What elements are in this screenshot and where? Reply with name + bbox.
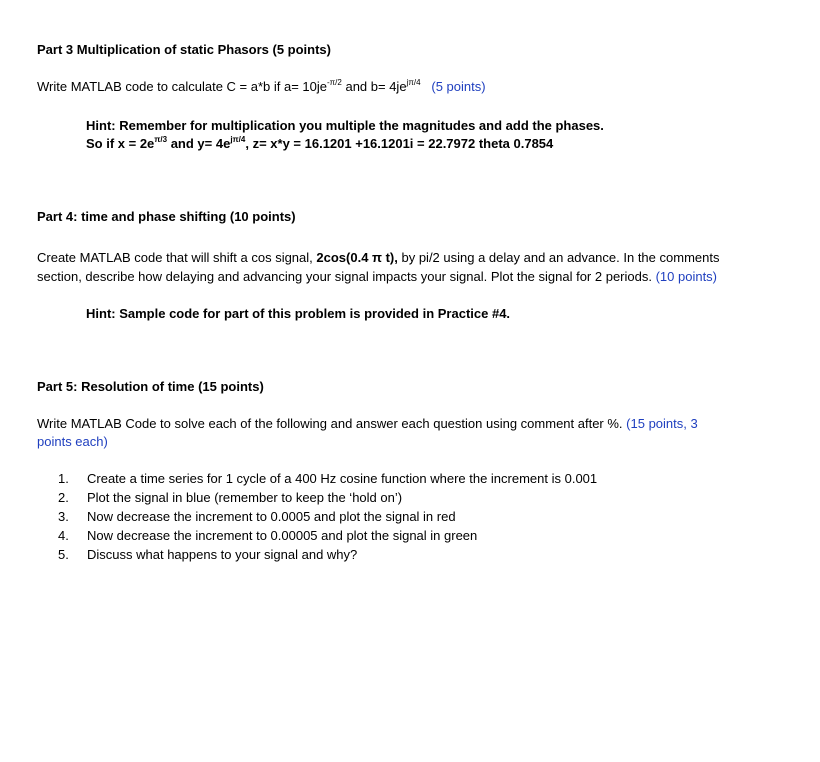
part3-hint-line1: Hint: Remember for multiplication you multiple the magnitudes and add the phases. xyxy=(86,118,604,133)
list-item-number: 1. xyxy=(58,471,69,486)
list-item-text: Create a time series for 1 cycle of a 400 Hz cosine function where the increment is 0.001 xyxy=(87,471,598,486)
b-exponent: jπ/4 xyxy=(406,78,421,87)
list-item xyxy=(58,545,597,564)
y-exponent: jπ/4 xyxy=(230,135,246,144)
list-item-text: Plot the signal in blue (remember to keep the ‘hold on’) xyxy=(87,490,403,505)
x-exponent: π/3 xyxy=(154,135,168,144)
part3-question xyxy=(37,78,486,96)
list-item-number: 2. xyxy=(58,490,69,505)
a-exponent: -π/2 xyxy=(327,78,342,87)
part4-signal: 2cos(0.4 π t), xyxy=(316,250,398,265)
part4-line2 xyxy=(37,268,717,286)
part4-line1 xyxy=(37,249,719,267)
part3-points: (5 points) xyxy=(431,79,486,94)
part5-task-list xyxy=(58,469,597,564)
list-item-text: Now decrease the increment to 0.00005 and plot the signal in green xyxy=(87,528,478,543)
part5-heading: Part 5: Resolution of time (15 points) xyxy=(37,379,264,394)
part5-line1 xyxy=(37,415,698,433)
list-item xyxy=(58,526,597,545)
part4-hint: Hint: Sample code for part of this problem is provided in Practice #4. xyxy=(86,306,511,321)
part5-points-1: (15 points, 3 xyxy=(626,416,698,431)
part4-line1-rest: by pi/2 using a delay and an advance. In the comments xyxy=(397,250,720,265)
part4-heading: Part 4: time and phase shifting (10 points) xyxy=(37,209,296,224)
hint-x-text: So if x = 2e xyxy=(86,136,155,151)
hint-y-text: and y= 4e xyxy=(167,136,231,151)
list-item xyxy=(58,507,597,526)
list-item-text: Discuss what happens to your signal and why? xyxy=(87,547,358,562)
part4-points: (10 points) xyxy=(655,269,718,284)
part4-line2-text: section, describe how delaying and advancing your signal impacts your signal. Plot the signal for 2 periods. xyxy=(37,269,652,284)
list-item-text: Now decrease the increment to 0.0005 and plot the signal in red xyxy=(87,509,456,524)
part5-line1-text: Write MATLAB Code to solve each of the following and answer each question using comment after %. xyxy=(37,416,623,431)
part3-hint-line2 xyxy=(86,135,553,153)
part3-question-and: and b= 4je xyxy=(341,79,407,94)
part5-points-2: points each) xyxy=(37,434,108,449)
part3-question-text: Write MATLAB code to calculate C = a*b if a= 10je xyxy=(37,79,327,94)
part3-heading: Part 3 Multiplication of static Phasors (5 points) xyxy=(37,42,331,57)
part4-line1-text: Create MATLAB code that will shift a cos signal, xyxy=(37,250,317,265)
list-item-number: 3. xyxy=(58,509,69,524)
list-item xyxy=(58,469,597,488)
list-item-number: 4. xyxy=(58,528,69,543)
list-item-number: 5. xyxy=(58,547,69,562)
hint-z-text: , z= x*y = 16.1201 +16.1201i = 22.7972 theta 0.7854 xyxy=(245,136,554,151)
list-item xyxy=(58,488,597,507)
